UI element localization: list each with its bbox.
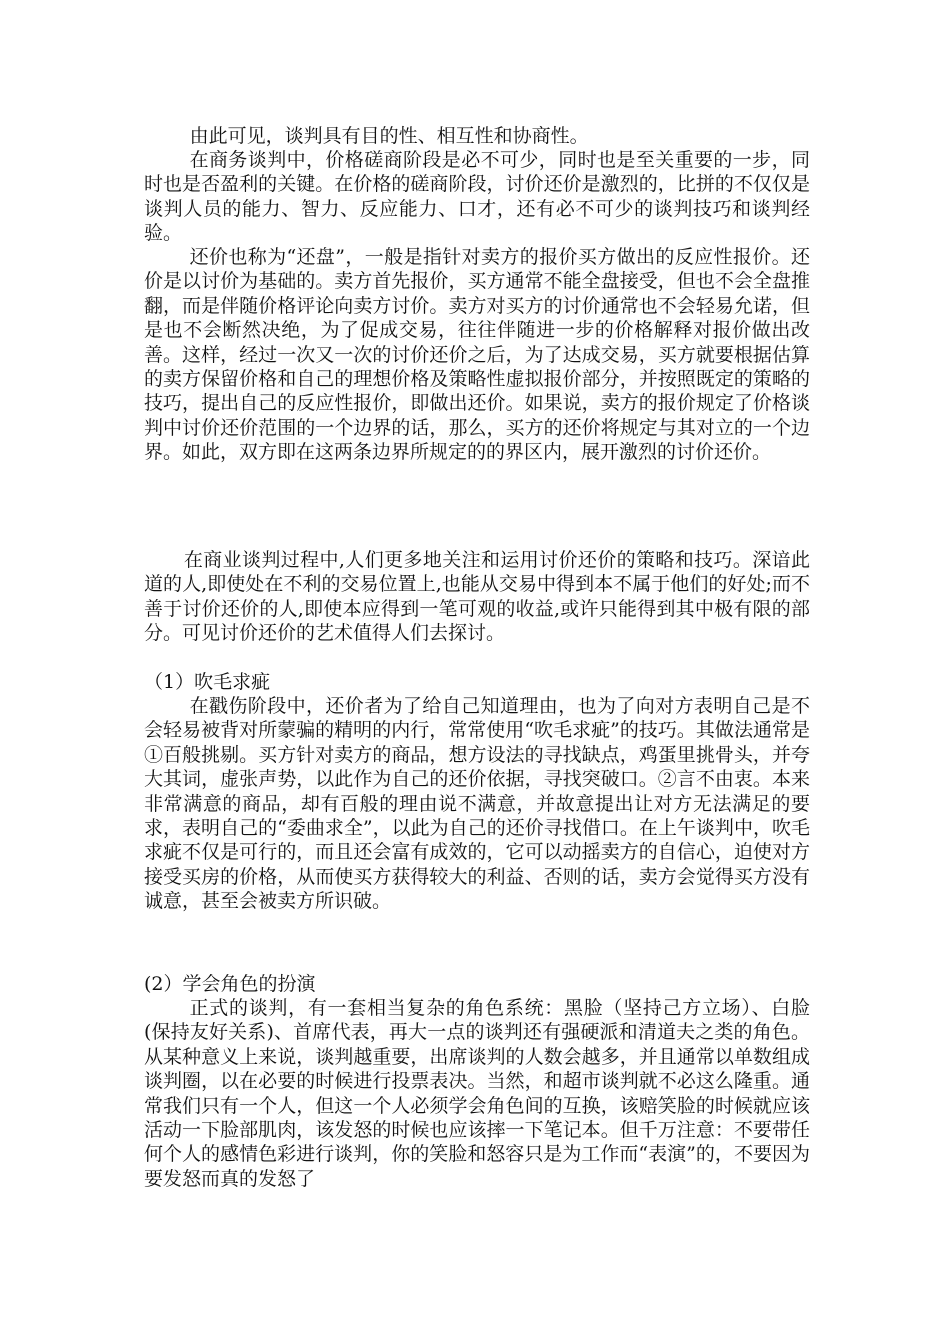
section-heading-nitpicking: （1）吹毛求疵: [144, 671, 271, 693]
paragraph-conclusion: 由此可见，谈判具有目的性、相互性和协商性。: [189, 125, 589, 147]
paragraph-price-negotiation: 在商务谈判中，价格磋商阶段是必不可少，同时也是至关重要的一步，同时也是否盈利的关键。在价格的磋商阶段，讨价还价是激烈的，比拼的不仅仅是谈判人员的能力、智力、反应能力、口才，还有必不可少的谈判技巧和谈判经验。: [144, 149, 810, 245]
paragraph-counter-offer: 还价也称为“还盘”，一般是指针对卖方的报价买方做出的反应性报价。还价是以讨价为基础的。卖方首先报价，买方通常不能全盘接受，但也不会全盘推翻，而是伴随价格评论向卖方讨价。卖方对买方的讨价通常也不会轻易允诺，但是也不会断然决绝，为了促成交易，往往伴随进一步的价格解释对报价做出改善。这样，经过一次又一次的讨价还价之后，为了达成交易，买方就要根据估算的卖方保留价格和自己的理想价格及策略性虚拟报价部分，并按照既定的策略的技巧，提出自己的反应性报价，即做出还价。如果说，卖方的报价规定了价格谈判中讨价还价范围的一个边界的话，那么，买方的还价将规定与其对立的一个边界。如此，双方即在这两条边界所规定的的界区内，展开激烈的讨价还价。: [144, 246, 810, 464]
paragraph-bargaining-strategy: 在商业谈判过程中,人们更多地关注和运用讨价还价的策略和技巧。深谙此道的人,即使处在不利的交易位置上,也能从交易中得到本不属于他们的好处;而不善于讨价还价的人,即使本应得到一笔可观的收益,或许只能得到其中极有限的部分。可见讨价还价的艺术值得人们去探讨。: [144, 549, 810, 645]
paragraph-nitpicking: 在戳伤阶段中，还价者为了给自己知道理由，也为了向对方表明自己是不会轻易被背对所蒙骗的精明的内行，常常使用“吹毛求疵”的技巧。其做法通常是①百般挑剔。买方针对卖方的商品，想方设法的寻找缺点，鸡蛋里挑骨头，并夸大其词，虚张声势，以此作为自己的还价依据，寻找突破口。②言不由衷。本来非常满意的商品，却有百般的理由说不满意，并故意提出让对方无法满足的要求，表明自己的“委曲求全”，以此为自己的还价寻找借口。在上午谈判中，吹毛求疵不仅是可行的，而且还会富有成效的，它可以动摇卖方的自信心，迫使对方接受买房的价格，从而使买方获得较大的利益、否则的话，卖方会觉得买方没有诚意，甚至会被卖方所识破。: [144, 695, 810, 913]
paragraph-role-play: 正式的谈判，有一套相当复杂的角色系统：黑脸（坚持己方立场）、白脸(保持友好关系)、首席代表，再大一点的谈判还有强硬派和清道夫之类的角色。从某种意义上来说，谈判越重要，出席谈判的人数会越多，并且通常以单数组成谈判圈，以在必要的时候进行投票表决。当然，和超市谈判就不必这么隆重。通常我们只有一个人，但这一个人必须学会角色间的互换，该赔笑脸的时候就应该活动一下脸部肌肉，该发怒的时候也应该摔一下笔记本。但千万注意：不要带任何个人的感情色彩进行谈判，你的笑脸和怒容只是为工作而“表演”的，不要因为要发怒而真的发怒了: [144, 997, 810, 1190]
section-heading-role-play: (2）学会角色的扮演: [144, 973, 316, 995]
